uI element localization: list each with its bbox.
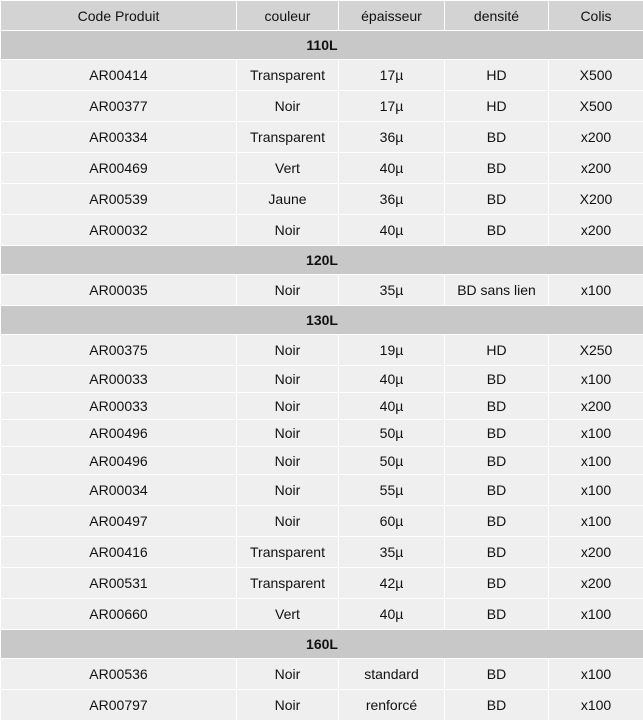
header-densite: densité: [445, 1, 549, 31]
cell-code-produit: AR00797: [1, 690, 237, 721]
cell-code-produit: AR00469: [1, 153, 237, 184]
cell-epaisseur: 36µ: [339, 122, 445, 153]
cell-couleur: Noir: [237, 420, 339, 447]
cell-densite: BD: [445, 690, 549, 721]
cell-epaisseur: renforcé: [339, 690, 445, 721]
cell-epaisseur: 40µ: [339, 153, 445, 184]
cell-code-produit: AR00536: [1, 659, 237, 690]
section-row: [1, 306, 643, 335]
cell-couleur: Transparent: [237, 568, 339, 599]
cell-colis: x100: [549, 659, 643, 690]
cell-couleur: Noir: [237, 690, 339, 721]
cell-code-produit: AR00033: [1, 393, 237, 420]
cell-epaisseur: 55µ: [339, 475, 445, 506]
cell-couleur: Transparent: [237, 60, 339, 91]
cell-colis: x100: [549, 475, 643, 506]
cell-colis: X200: [549, 184, 643, 215]
cell-couleur: Noir: [237, 91, 339, 122]
cell-code-produit: AR00375: [1, 335, 237, 366]
cell-densite: HD: [445, 335, 549, 366]
cell-epaisseur: 35µ: [339, 275, 445, 306]
cell-colis: x100: [549, 447, 643, 475]
cell-couleur: Vert: [237, 153, 339, 184]
cell-epaisseur: 40µ: [339, 599, 445, 630]
cell-colis: X500: [549, 60, 643, 91]
cell-colis: x200: [549, 215, 643, 246]
cell-code-produit: AR00034: [1, 475, 237, 506]
cell-colis: x200: [549, 153, 643, 184]
cell-epaisseur: 35µ: [339, 537, 445, 568]
section-row: [1, 31, 643, 60]
cell-densite: BD: [445, 506, 549, 537]
cell-couleur: Noir: [237, 215, 339, 246]
cell-epaisseur: 50µ: [339, 420, 445, 447]
cell-densite: HD: [445, 60, 549, 91]
cell-densite: BD: [445, 599, 549, 630]
table-row: [1, 335, 643, 366]
section-label: 110L: [1, 31, 643, 60]
cell-epaisseur: 19µ: [339, 335, 445, 366]
cell-code-produit: AR00496: [1, 447, 237, 475]
cell-densite: BD: [445, 366, 549, 393]
cell-epaisseur: 60µ: [339, 506, 445, 537]
cell-couleur: Noir: [237, 393, 339, 420]
section-label: 130L: [1, 306, 643, 335]
section-row: [1, 630, 643, 659]
table-row: [1, 366, 643, 393]
cell-colis: x100: [549, 506, 643, 537]
cell-code-produit: AR00416: [1, 537, 237, 568]
cell-couleur: Noir: [237, 659, 339, 690]
header-colis: Colis: [549, 1, 643, 31]
table-row: [1, 537, 643, 568]
cell-densite: BD: [445, 475, 549, 506]
cell-colis: x100: [549, 420, 643, 447]
header-row: [1, 1, 643, 31]
header-epaisseur: épaisseur: [339, 1, 445, 31]
cell-code-produit: AR00497: [1, 506, 237, 537]
cell-colis: x100: [549, 599, 643, 630]
cell-densite: BD: [445, 537, 549, 568]
table-row: [1, 60, 643, 91]
cell-densite: BD: [445, 153, 549, 184]
cell-code-produit: AR00377: [1, 91, 237, 122]
cell-code-produit: AR00496: [1, 420, 237, 447]
cell-epaisseur: 42µ: [339, 568, 445, 599]
cell-couleur: Noir: [237, 275, 339, 306]
cell-couleur: Noir: [237, 366, 339, 393]
cell-code-produit: AR00033: [1, 366, 237, 393]
cell-epaisseur: 17µ: [339, 91, 445, 122]
cell-code-produit: AR00414: [1, 60, 237, 91]
table-row: [1, 420, 643, 447]
header-couleur: couleur: [237, 1, 339, 31]
cell-densite: BD: [445, 568, 549, 599]
cell-epaisseur: standard: [339, 659, 445, 690]
table-row: [1, 568, 643, 599]
cell-colis: X250: [549, 335, 643, 366]
cell-epaisseur: 40µ: [339, 366, 445, 393]
table-row: [1, 91, 643, 122]
cell-couleur: Jaune: [237, 184, 339, 215]
table-row: [1, 153, 643, 184]
table-row: [1, 659, 643, 690]
header-code-produit: Code Produit: [1, 1, 237, 31]
table-row: [1, 506, 643, 537]
cell-code-produit: AR00032: [1, 215, 237, 246]
cell-densite: BD: [445, 659, 549, 690]
table-row: [1, 475, 643, 506]
table-row: [1, 184, 643, 215]
table-row: [1, 599, 643, 630]
cell-densite: BD: [445, 122, 549, 153]
cell-couleur: Transparent: [237, 122, 339, 153]
cell-colis: x200: [549, 537, 643, 568]
cell-densite: BD: [445, 420, 549, 447]
cell-densite: BD: [445, 447, 549, 475]
cell-epaisseur: 40µ: [339, 215, 445, 246]
cell-densite: BD: [445, 184, 549, 215]
table-row: [1, 122, 643, 153]
table-row: [1, 393, 643, 420]
cell-colis: x100: [549, 690, 643, 721]
cell-code-produit: AR00539: [1, 184, 237, 215]
cell-colis: x100: [549, 366, 643, 393]
cell-couleur: Vert: [237, 599, 339, 630]
table-row: [1, 215, 643, 246]
cell-couleur: Noir: [237, 506, 339, 537]
cell-code-produit: AR00035: [1, 275, 237, 306]
cell-colis: X500: [549, 91, 643, 122]
cell-couleur: Noir: [237, 475, 339, 506]
cell-densite: BD sans lien: [445, 275, 549, 306]
cell-couleur: Noir: [237, 335, 339, 366]
cell-colis: x200: [549, 393, 643, 420]
cell-code-produit: AR00334: [1, 122, 237, 153]
section-label: 160L: [1, 630, 643, 659]
section-label: 120L: [1, 246, 643, 275]
cell-colis: x100: [549, 275, 643, 306]
cell-couleur: Noir: [237, 447, 339, 475]
cell-code-produit: AR00531: [1, 568, 237, 599]
cell-densite: BD: [445, 215, 549, 246]
cell-densite: BD: [445, 393, 549, 420]
table-row: [1, 275, 643, 306]
table-row: [1, 447, 643, 475]
cell-code-produit: AR00660: [1, 599, 237, 630]
cell-colis: x200: [549, 122, 643, 153]
cell-colis: x200: [549, 568, 643, 599]
cell-densite: HD: [445, 91, 549, 122]
table-body: [1, 31, 643, 721]
section-row: [1, 246, 643, 275]
cell-epaisseur: 50µ: [339, 447, 445, 475]
cell-epaisseur: 36µ: [339, 184, 445, 215]
cell-couleur: Transparent: [237, 537, 339, 568]
cell-epaisseur: 40µ: [339, 393, 445, 420]
table-row: [1, 690, 643, 721]
cell-epaisseur: 17µ: [339, 60, 445, 91]
